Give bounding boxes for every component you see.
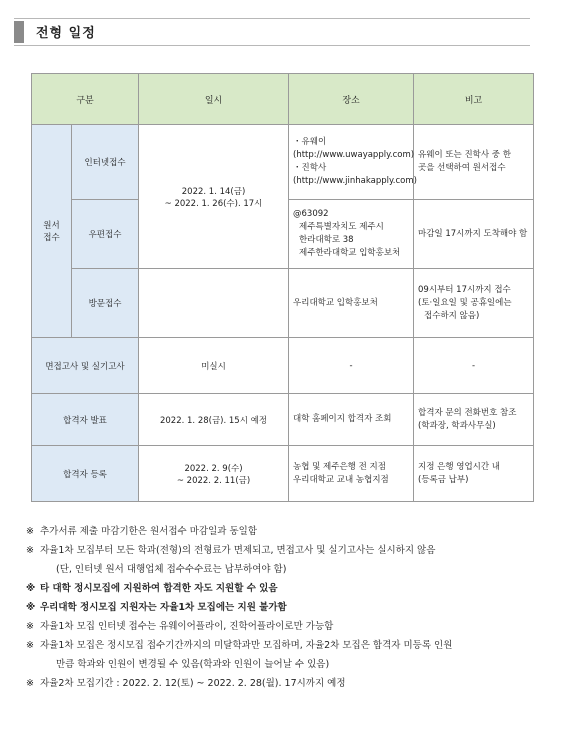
place-line: 한라대학로 38 (299, 235, 354, 245)
table-row (32, 338, 534, 394)
note-line: 곳을 선택하여 원서접수 (418, 163, 506, 173)
note-item-continuation (26, 560, 546, 579)
section-title (14, 18, 530, 46)
header-datetime: 일시 (139, 74, 289, 125)
table-header-row (32, 74, 534, 125)
registration-place (289, 446, 414, 502)
note-line: (학과장, 학과사무실) (418, 420, 496, 431)
note-line: 지정 은행 영업시간 내 (418, 461, 501, 472)
header-note: 비고 (414, 74, 534, 125)
note-text: 타 대학 정시모집에 지원하여 합격한 자도 지원할 수 있음 (40, 583, 278, 594)
mail-note: 마감일 17시까지 도착해야 함 (414, 200, 534, 269)
group-label-line: 원서 (43, 221, 60, 231)
note-text: 자율1차 모집 인터넷 접수는 유웨이어플라이, 진학어플라이로만 가능함 (40, 621, 334, 632)
note-mark: ※ (26, 640, 34, 651)
note-text: 우리대학 정시모집 지원자는 자율1차 모집에는 지원 불가함 (40, 602, 287, 613)
table-row (32, 125, 534, 200)
note-item-continuation (26, 655, 546, 674)
header-category: 구분 (32, 74, 139, 125)
note-text: (단, 인터넷 원서 대행업체 접수수수료는 납부하여야 함) (56, 564, 287, 575)
page-title: 전형 일정 (36, 26, 96, 41)
interview-place: - (289, 338, 414, 394)
title-marker (14, 21, 24, 43)
note-text: 자율1차 모집은 정시모집 접수기간까지의 미달학과만 모집하며, 자율2차 모집은 합격자 미등록 인원 (40, 640, 453, 651)
visit-place: 우리대학교 입학홍보처 (289, 269, 414, 338)
note-line: 09시부터 17시까지 접수 (418, 284, 511, 295)
announcement-place: 대학 홈페이지 합격자 조회 (289, 394, 414, 446)
note-mark: ※ (26, 602, 36, 613)
place-line: @63092 (293, 209, 329, 219)
datetime-line: 2022. 2. 9(수) (184, 463, 243, 474)
datetime-line: 2022. 1. 14(금) (181, 186, 246, 197)
note-item (26, 598, 546, 617)
announcement-datetime: 2022. 1. 28(금). 15시 예정 (139, 394, 289, 446)
table-row (32, 269, 534, 338)
note-item (26, 636, 546, 655)
note-text: 추가서류 제출 마감기한은 원서접수 마감일과 동일함 (40, 526, 257, 537)
notes-list (26, 522, 546, 693)
place-line: 우리대학교 교내 농협지점 (293, 474, 389, 485)
registration-label: 합격자 등록 (32, 446, 139, 502)
visit-note (414, 269, 534, 338)
place-line: 농협 및 제주은행 전 지점 (293, 461, 386, 472)
table-row (32, 446, 534, 502)
internet-label: 인터넷접수 (72, 125, 139, 200)
application-datetime (139, 125, 289, 269)
note-text: 자율1차 모집부터 모든 학과(전형)의 전형료가 면제되고, 면접고사 및 실기고사는 실시하지 않음 (40, 545, 436, 556)
schedule-table (31, 73, 534, 502)
registration-note (414, 446, 534, 502)
note-line: 접수하지 않음) (424, 310, 480, 321)
note-mark: ※ (26, 621, 34, 632)
note-mark: ※ (26, 583, 36, 594)
mail-label: 우편접수 (72, 200, 139, 269)
note-item (26, 674, 546, 693)
note-line: 유웨이 또는 진학사 중 한 (418, 150, 511, 160)
note-line: 합격자 문의 전화번호 참조 (418, 407, 517, 418)
registration-datetime (139, 446, 289, 502)
note-item (26, 579, 546, 598)
note-item (26, 617, 546, 636)
datetime-line: ~ 2022. 2. 11(금) (176, 475, 251, 486)
group-label-line: 접수 (43, 233, 60, 243)
jinhak-link[interactable]: (http://www.jinhakapply.com) (293, 176, 417, 186)
header-place: 장소 (289, 74, 414, 125)
note-line: (토·일요일 및 공휴일에는 (418, 297, 512, 308)
note-text: 자율2차 모집기간 : 2022. 2. 12(토) ~ 2022. 2. 28(월). 17시까지 예정 (40, 678, 346, 689)
note-mark: ※ (26, 545, 34, 556)
interview-datetime: 미실시 (139, 338, 289, 394)
visit-label: 방문접수 (72, 269, 139, 338)
internet-note (414, 125, 534, 200)
place-line: 제주특별자치도 제주시 (299, 222, 384, 232)
note-line: (등록금 납부) (418, 474, 469, 485)
interview-label: 면접고사 및 실기고사 (32, 338, 139, 394)
note-item (26, 541, 546, 560)
visit-datetime (139, 269, 289, 338)
table-row (32, 394, 534, 446)
note-text: 만큼 학과와 인원이 변경될 수 있음(학과와 인원이 늘어날 수 있음) (56, 659, 330, 670)
interview-note: - (414, 338, 534, 394)
note-mark: ※ (26, 526, 34, 537)
place-line: 제주한라대학교 입학홍보처 (299, 248, 401, 258)
internet-place (289, 125, 417, 200)
datetime-line: ~ 2022. 1. 26(수). 17시 (164, 198, 263, 209)
uway-link[interactable]: (http://www.uwayapply.com) (293, 150, 415, 160)
announcement-label: 합격자 발표 (32, 394, 139, 446)
place-line: ・유웨이 (293, 137, 327, 147)
note-mark: ※ (26, 678, 34, 689)
mail-place (289, 200, 414, 269)
note-item (26, 522, 546, 541)
announcement-note (414, 394, 534, 446)
application-group-label (32, 125, 72, 338)
place-line: ・진학사 (293, 163, 327, 173)
